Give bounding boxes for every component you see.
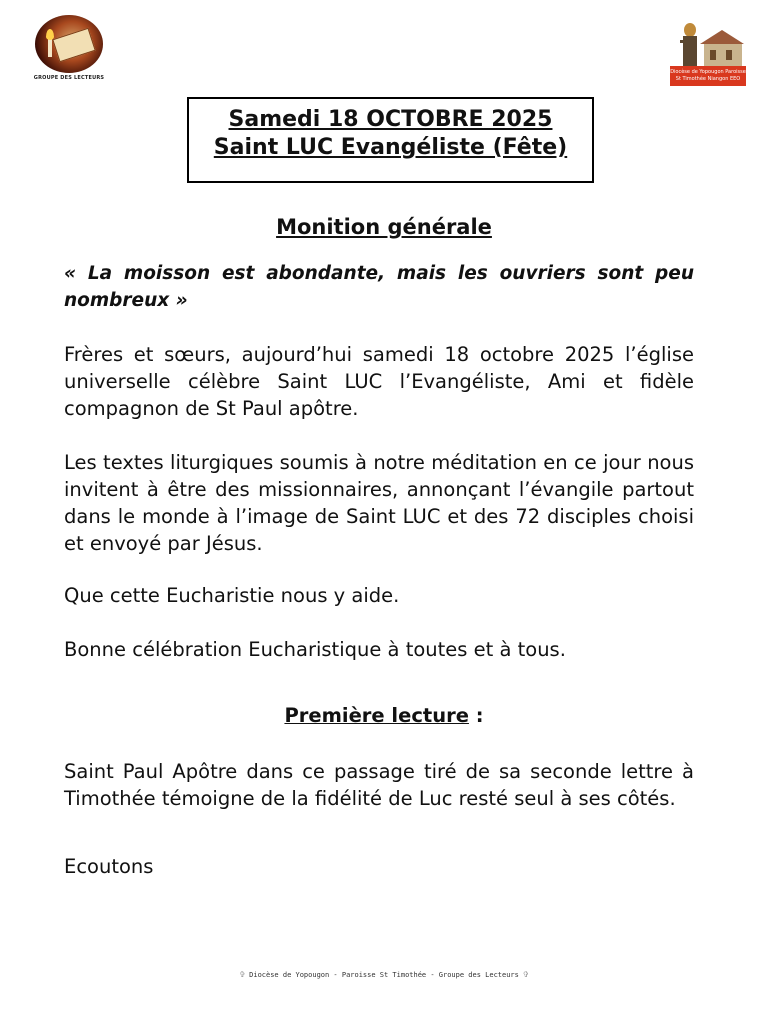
footer [0, 970, 768, 980]
footer-text: Diocèse de Yopougon - Paroisse St Timothée - Groupe des Lecteurs [249, 971, 519, 979]
first-reading-heading [0, 704, 768, 727]
first-reading-heading-colon: : [468, 704, 484, 727]
first-reading-heading-label: Première lecture [284, 704, 469, 727]
first-reading-closing: Ecoutons [64, 855, 154, 878]
groupe-lecteurs-logo [33, 15, 105, 85]
date-title: Samedi 18 OCTOBRE 2025 [228, 107, 553, 132]
title-box [187, 97, 594, 183]
monition-paragraph-3: Que cette Eucharistie nous y aide. [64, 584, 400, 607]
cross-icon-right: ✞ [523, 970, 529, 980]
monition-paragraph-1: Frères et sœurs, aujourd’hui samedi 18 octobre 2025 l’église universelle célèbre Saint LUC l’Evangéliste, Ami et fidèle compagnon de St Paul apôtre. [64, 343, 694, 420]
feast-title: Saint LUC Evangéliste (Fête) [213, 135, 568, 160]
church-icon [670, 20, 746, 68]
parish-logo [668, 20, 748, 88]
monition-quote: « La moisson est abondante, mais les ouvriers sont peu nombreux » [64, 263, 694, 311]
cross-icon-left: ✞ [239, 970, 245, 980]
left-logo-caption: GROUPE DES LECTEURS [33, 75, 105, 81]
candle-bible-icon [35, 15, 103, 73]
monition-paragraph-4: Bonne célébration Eucharistique à toutes et à tous. [64, 638, 566, 661]
right-logo-caption: Diocèse de Yopougon Paroisse St Timothée Niangon EEO [670, 66, 746, 86]
monition-paragraph-2: Les textes liturgiques soumis à notre méditation en ce jour nous invitent à être des missionnaires, annonçant l’évangile partout dans le monde à l’image de Saint LUC et des 72 disciples choisi et envoyé par Jésus. [64, 451, 694, 555]
first-reading-text: Saint Paul Apôtre dans ce passage tiré de sa seconde lettre à Timothée témoigne de la fidélité de Luc resté seul à ses côtés. [64, 760, 694, 810]
monition-heading: Monition générale [276, 215, 492, 239]
